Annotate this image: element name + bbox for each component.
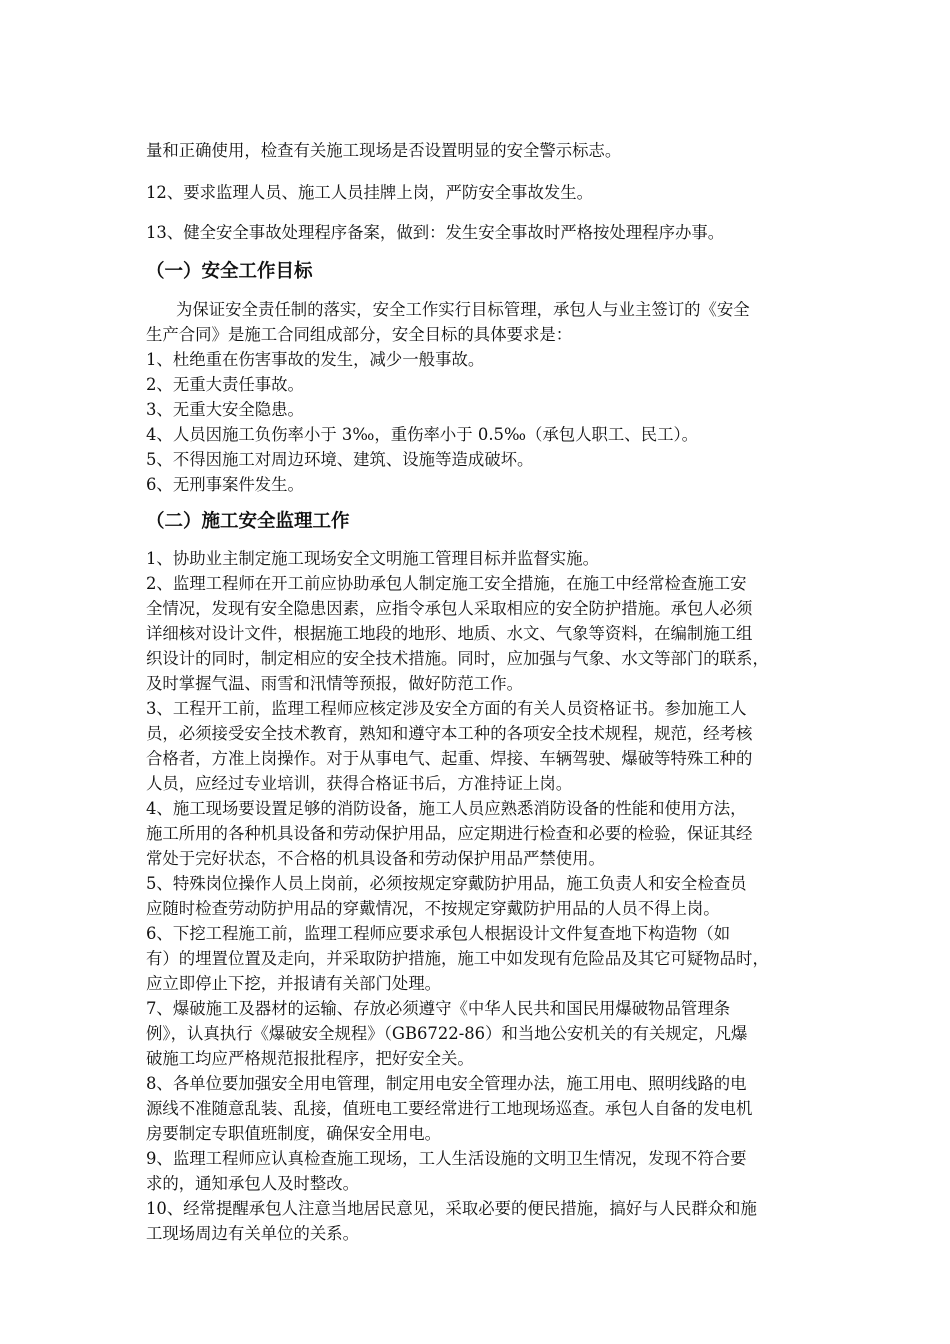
body-line: 10、经常提醒承包人注意当地居民意见，采取必要的便民措施，搞好与人民群众和施 — [146, 1199, 757, 1218]
list-item-13: 13、健全安全事故处理程序备案，做到：发生安全事故时严格按处理程序办事。 — [146, 223, 725, 242]
body-line: 6、下挖工程施工前，监理工程师应要求承包人根据设计文件复查地下构造物（如 — [146, 924, 731, 943]
body-line: 5、特殊岗位操作人员上岗前，必须按规定穿戴防护用品，施工负责人和安全检查员 — [146, 874, 747, 893]
body-line: 例》，认真执行《爆破安全规程》（GB6722-86）和当地公安机关的有关规定，凡爆 — [146, 1024, 748, 1043]
list-item-12: 12、要求监理人员、施工人员挂牌上岗，严防安全事故发生。 — [146, 183, 594, 202]
body-line: 4、施工现场要设置足够的消防设备，施工人员应熟悉消防设备的性能和使用方法， — [146, 799, 747, 818]
body-line: 工现场周边有关单位的关系。 — [146, 1224, 360, 1243]
body-line: 破施工均应严格规范报批程序，把好安全关。 — [146, 1049, 474, 1068]
body-line: 织设计的同时，制定相应的安全技术措施。同时，应加强与气象、水文等部门的联系， — [146, 649, 769, 668]
goal-item: 3、无重大安全隐患。 — [146, 400, 304, 419]
body-line: 详细核对设计文件，根据施工地段的地形、地质、水文、气象等资料，在编制施工组 — [146, 624, 753, 643]
body-line: 3、工程开工前，监理工程师应核定涉及安全方面的有关人员资格证书。参加施工人 — [146, 699, 747, 718]
body-line: 有）的埋置位置及走向，并采取防护措施，施工中如发现有危险品及其它可疑物品时， — [146, 949, 769, 968]
paragraph-continued: 量和正确使用，检查有关施工现场是否设置明显的安全警示标志。 — [146, 141, 622, 160]
body-line: 员，必须接受安全技术教育，熟知和遵守本工种的各项安全技术规程，规范，经考核 — [146, 724, 753, 743]
body-line: 9、监理工程师应认真检查施工现场，工人生活设施的文明卫生情况，发现不符合要 — [146, 1149, 747, 1168]
body-line: 全情况，发现有安全隐患因素，应指令承包人采取相应的安全防护措施。承包人必须 — [146, 599, 753, 618]
body-line: 源线不准随意乱装、乱接，值班电工要经常进行工地现场巡查。承包人自备的发电机 — [146, 1099, 753, 1118]
section-heading-supervision-work: （二）施工安全监理工作 — [146, 511, 350, 532]
intro-line-2: 生产合同》是施工合同组成部分，安全目标的具体要求是： — [146, 325, 573, 344]
body-line: 及时掌握气温、雨雪和汛情等预报，做好防范工作。 — [146, 674, 523, 693]
body-line: 1、协助业主制定施工现场安全文明施工管理目标并监督实施。 — [146, 549, 599, 568]
body-line: 2、监理工程师在开工前应协助承包人制定施工安全措施，在施工中经常检查施工安 — [146, 574, 747, 593]
section-heading-safety-goals: （一）安全工作目标 — [146, 261, 313, 282]
goal-item: 5、不得因施工对周边环境、建筑、设施等造成破坏。 — [146, 450, 534, 469]
goal-item: 1、杜绝重在伤害事故的发生，减少一般事故。 — [146, 350, 485, 369]
body-line: 8、各单位要加强安全用电管理，制定用电安全管理办法，施工用电、照明线路的电 — [146, 1074, 747, 1093]
body-line: 7、爆破施工及器材的运输、存放必须遵守《中华人民共和国民用爆破物品管理条 — [146, 999, 731, 1018]
goal-item: 4、人员因施工负伤率小于 3‰，重伤率小于 0.5‰（承包人职工、民工）。 — [146, 425, 699, 444]
body-line: 应立即停止下挖，并报请有关部门处理。 — [146, 974, 442, 993]
body-line: 常处于完好状态，不合格的机具设备和劳动保护用品严禁使用。 — [146, 849, 605, 868]
body-line: 施工所用的各种机具设备和劳动保护用品，应定期进行检查和必要的检验，保证其经 — [146, 824, 753, 843]
goal-item: 2、无重大责任事故。 — [146, 375, 304, 394]
goal-item: 6、无刑事案件发生。 — [146, 475, 304, 494]
body-line: 人员，应经过专业培训，获得合格证书后，方准持证上岗。 — [146, 774, 573, 793]
body-line: 合格者，方准上岗操作。对于从事电气、起重、焊接、车辆驾驶、爆破等特殊工种的 — [146, 749, 753, 768]
body-line: 应随时检查劳动防护用品的穿戴情况，不按规定穿戴防护用品的人员不得上岗。 — [146, 899, 720, 918]
body-line: 求的，通知承包人及时整改。 — [146, 1174, 360, 1193]
intro-line-1: 为保证安全责任制的落实，安全工作实行目标管理，承包人与业主签订的《安全 — [176, 300, 750, 319]
body-line: 房要制定专职值班制度，确保安全用电。 — [146, 1124, 442, 1143]
